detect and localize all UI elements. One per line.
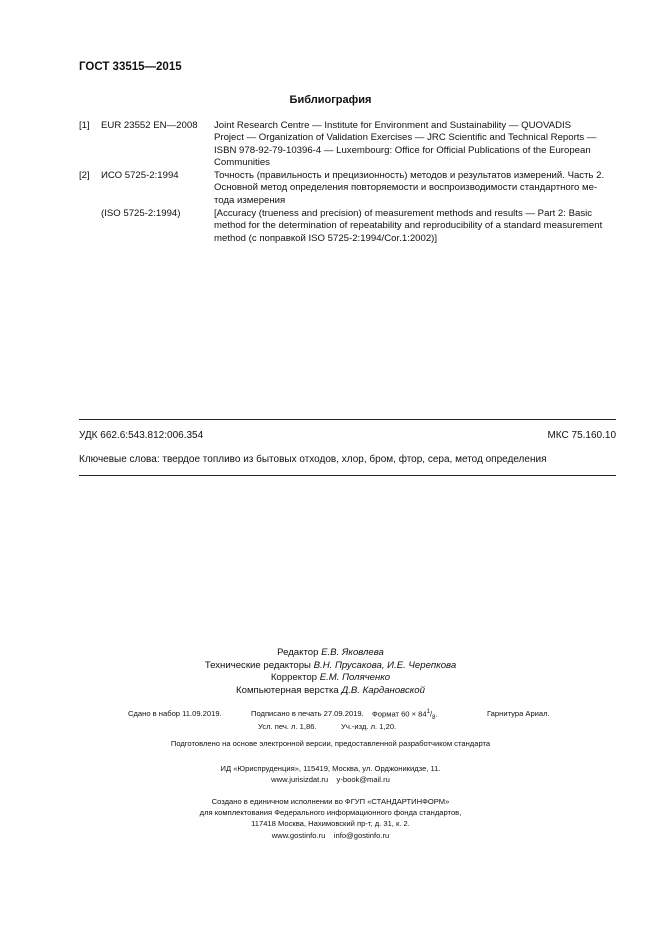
paper-format: Формат $60 \times 84^1/_8$. xyxy=(372,709,438,722)
entry-line: Точность (правильность и прецизионность) методов и результатов измерений. Часть 2. xyxy=(214,170,605,181)
credit-layout xyxy=(0,685,661,698)
publisher-address: ИД «Юриспруденция», 115419, Москва, ул. Орджоникидзе, 11. xyxy=(220,764,441,773)
publisher-block xyxy=(0,763,661,785)
producer-line: для комплектования Федерального информационного фонда стандартов, xyxy=(199,808,462,818)
publisher-contacts: www.jurisizdat.ru y-book@mail.ru xyxy=(271,775,390,785)
credits-block xyxy=(0,647,661,697)
credit-name: Д.В. Кардановской xyxy=(341,684,425,696)
credit-name: В.Н. Прусакова, И.Е. Черепкова xyxy=(313,659,457,671)
entry-line: method (с поправкой ISO 5725-2:1994/Cor.1:2002)] xyxy=(214,232,438,244)
mks-code: МКС 75.160.10 xyxy=(547,430,616,441)
entry-number: [2] xyxy=(79,170,90,181)
producer-contacts: www.gostinfo.ru info@gostinfo.ru xyxy=(271,830,390,840)
credit-name: Е.В. Яковлева xyxy=(321,647,384,658)
edition-sheets: Уч.-изд. л. 1,20. xyxy=(341,722,397,731)
entry-description xyxy=(214,120,616,170)
entry-reference: EUR 23552 EN—2008 xyxy=(101,120,198,131)
credit-editor xyxy=(0,647,661,660)
entry-line: Joint Research Centre — Institute for Environment and Sustainability — QUOVADIS xyxy=(214,120,572,131)
producer-block xyxy=(0,796,661,841)
credit-technical-editors xyxy=(0,660,661,673)
printed-sheets: Усл. печ. л. 1,86. xyxy=(258,722,317,731)
submitted-date: Сдано в набор 11.09.2019. xyxy=(128,709,222,718)
credit-role: Компьютерная верстка xyxy=(236,684,339,696)
producer-line: Создано в единичном исполнении во ФГУП «СТАНДАРТИНФОРМ» xyxy=(211,797,450,806)
producer-address: 117418 Москва, Нахимовский пр-т, д. 31, к. 2. xyxy=(251,819,410,829)
bibliography-title: Библиография xyxy=(289,94,372,106)
entry-line: Communities xyxy=(214,157,270,169)
signed-date: Подписано в печать 27.09.2019. xyxy=(251,709,364,718)
entry-line: Основной метод определения повторяемости и воспроизводимости стандартного ме- xyxy=(214,182,598,194)
format-numerator: 1 xyxy=(426,709,430,715)
top-divider xyxy=(79,419,616,420)
credit-role: Корректор xyxy=(270,672,318,684)
entry-line: method for the determination of repeatability and reproducibility of a standard measurement xyxy=(214,220,603,232)
entry-line: тода измерения xyxy=(214,194,286,206)
udk-code: УДК 662.6:543.812:006.354 xyxy=(79,430,204,441)
credit-corrector xyxy=(0,672,661,685)
entry-reference: ИСО 5725-2:1994 xyxy=(101,170,179,181)
entry-number: [1] xyxy=(79,120,90,131)
credit-name: Е.М. Поляченко xyxy=(319,672,391,684)
credit-role: Редактор xyxy=(277,647,319,658)
entry-reference: (ISO 5725-2:1994) xyxy=(101,208,181,219)
prepared-note: Подготовлено на основе электронной версии, предоставленной разработчиком стандарта xyxy=(170,739,491,748)
entry-description xyxy=(214,208,616,245)
bottom-divider xyxy=(79,475,616,476)
standard-code: ГОСТ 33515—2015 xyxy=(79,61,182,73)
format-prefix: Формат 60 × 84 xyxy=(372,709,427,719)
entry-line: [Accuracy (trueness and precision) of measurement methods and results — Part 2: Basic xyxy=(214,208,593,219)
entry-line: Project — Organization of Validation Exercises — JRC Scientific and Technical Reports — xyxy=(214,132,597,144)
credit-role: Технические редакторы xyxy=(204,659,311,671)
keywords: Ключевые слова: твердое топливо из бытовых отходов, хлор, бром, фтор, сера, метод определения xyxy=(79,454,547,465)
entry-line: ISBN 978-92-79-10396-4 — Luxembourg: Office for Official Publications of the European xyxy=(214,144,591,156)
entry-description xyxy=(214,170,616,207)
font-face: Гарнитура Ариал. xyxy=(487,709,550,718)
format-denominator: 8 xyxy=(432,715,436,722)
